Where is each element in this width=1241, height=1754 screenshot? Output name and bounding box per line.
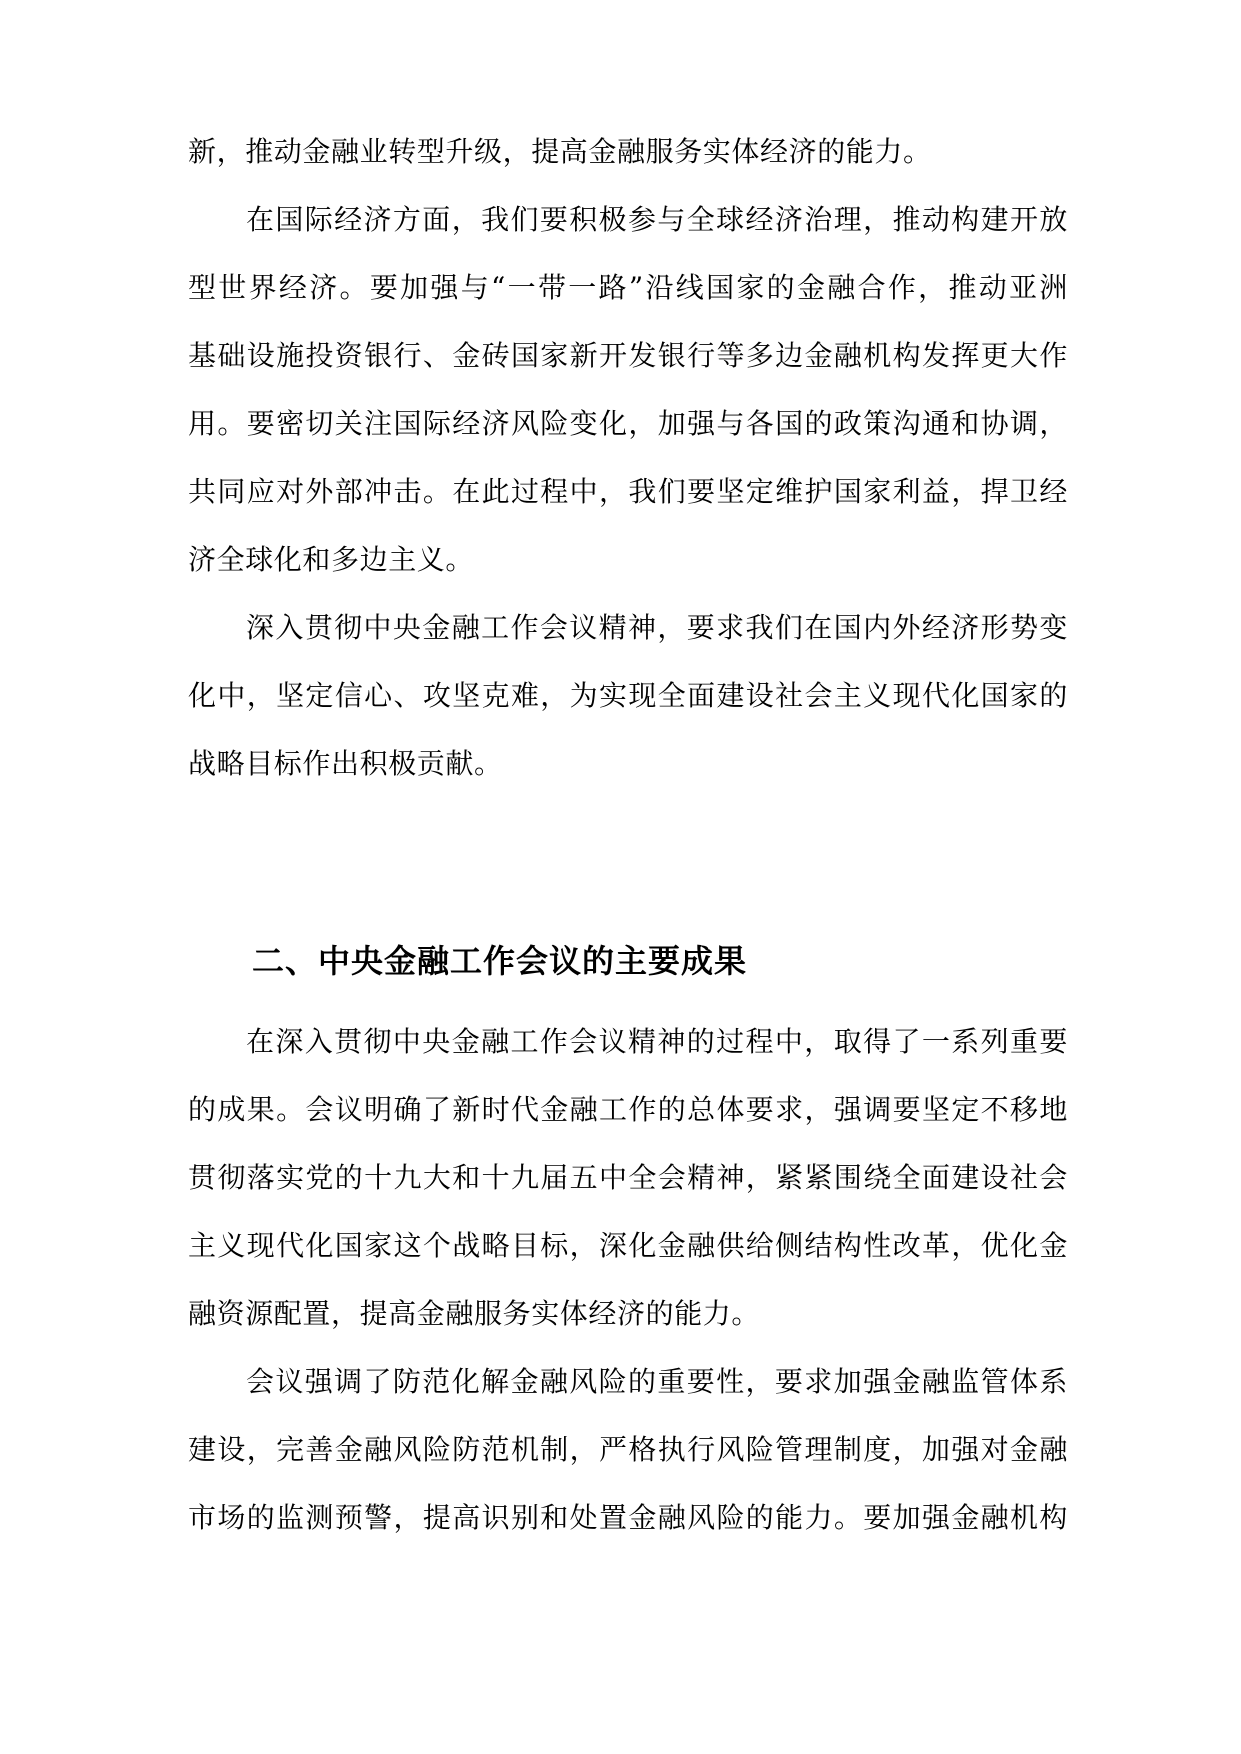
- paragraph-3-line-1: 深入贯彻中央金融工作会议精神，要求我们在国内外经济形势变: [246, 611, 1068, 644]
- paragraph-3-line-2: 化中，坚定信心、攻坚克难，为实现全面建设社会主义现代化国家的: [188, 679, 1068, 712]
- paragraph-2-line-5: 共同应对外部冲击。在此过程中，我们要坚定维护国家利益，捍卫经: [188, 475, 1068, 508]
- paragraph-2-line-1: 在国际经济方面，我们要积极参与全球经济治理，推动构建开放: [246, 203, 1068, 236]
- paragraph-1-line-1: 新，推动金融业转型升级，提高金融服务实体经济的能力。: [188, 135, 932, 168]
- paragraph-4-line-1: 在深入贯彻中央金融工作会议精神的过程中，取得了一系列重要: [246, 1025, 1068, 1058]
- paragraph-2-line-3: 基础设施投资银行、金砖国家新开发银行等多边金融机构发挥更大作: [188, 339, 1068, 372]
- paragraph-4-line-3: 贯彻落实党的十九大和十九届五中全会精神，紧紧围绕全面建设社会: [188, 1161, 1068, 1194]
- paragraph-4-line-2: 的成果。会议明确了新时代金融工作的总体要求，强调要坚定不移地: [188, 1093, 1068, 1126]
- paragraph-2-line-4: 用。要密切关注国际经济风险变化，加强与各国的政策沟通和协调，: [188, 407, 1068, 440]
- paragraph-4-line-4: 主义现代化国家这个战略目标，深化金融供给侧结构性改革，优化金: [188, 1229, 1068, 1262]
- paragraph-2-line-6: 济全球化和多边主义。: [188, 543, 475, 576]
- paragraph-4-line-5: 融资源配置，提高金融服务实体经济的能力。: [188, 1297, 761, 1330]
- paragraph-3-line-3: 战略目标作出积极贡献。: [188, 747, 503, 780]
- paragraph-5-line-1: 会议强调了防范化解金融风险的重要性，要求加强金融监管体系: [246, 1365, 1068, 1398]
- section-heading: 二、中央金融工作会议的主要成果: [252, 942, 748, 980]
- paragraph-5-line-2: 建设，完善金融风险防范机制，严格执行风险管理制度，加强对金融: [188, 1433, 1068, 1466]
- paragraph-5-line-3: 市场的监测预警，提高识别和处置金融风险的能力。要加强金融机构: [188, 1501, 1068, 1534]
- paragraph-2-line-2: 型世界经济。要加强与“一带一路”沿线国家的金融合作，推动亚洲: [188, 271, 1068, 304]
